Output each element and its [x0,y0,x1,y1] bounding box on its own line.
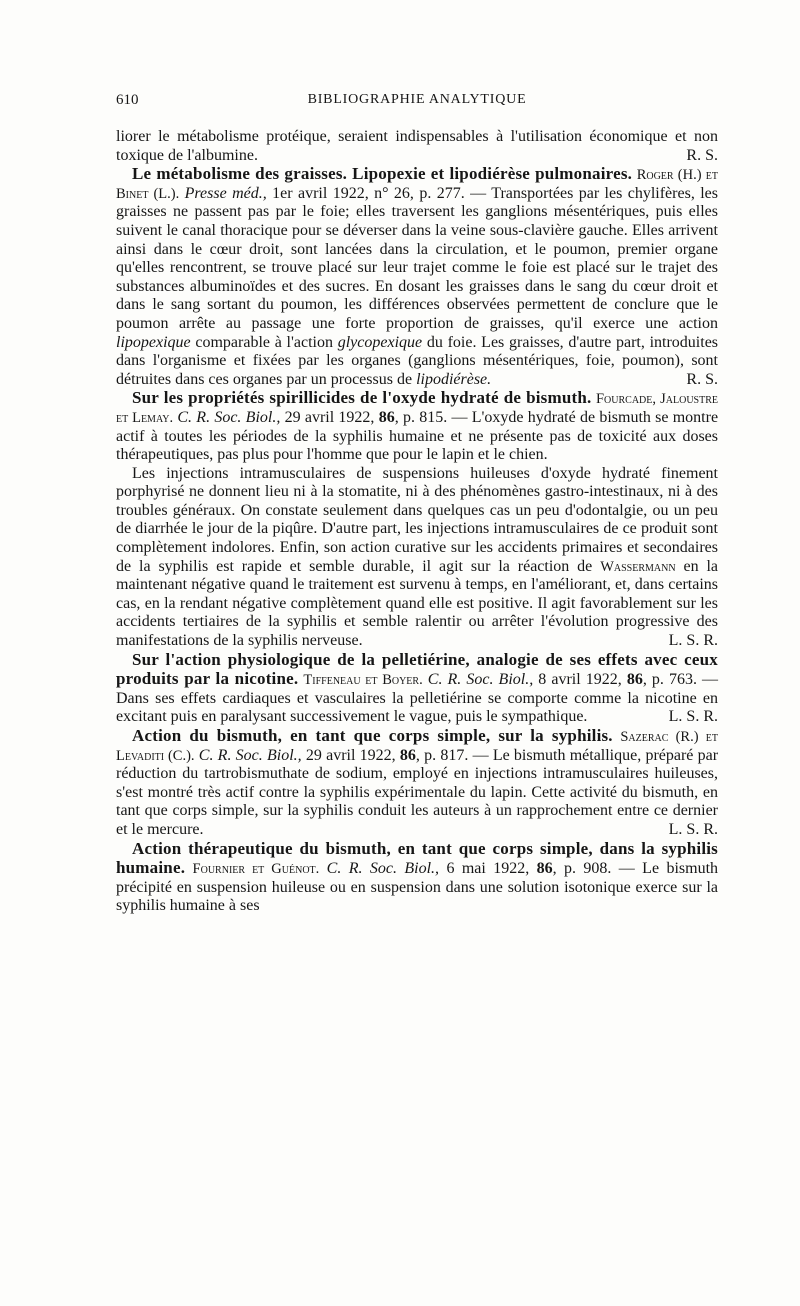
entry-pelletierine [116,651,718,727]
page-body [116,128,718,916]
entry-journal: C. R. Soc. Biol., [177,408,281,426]
entry-text: — Transportées par les chylifères, les graisses ne passent pas par le foie; elles traversent les ganglions mésentériques, puis elles suivent le canal thoracique pour se déverser dans la veine sous-clavière gauche. Elles arrivent ainsi dans le cœur droit, sont lancées dans la circulation, et le poumon, premier organe qu'elles rencontrent, se trouve placé sur leur trajet comme le foie est placé sur le trajet des substances albuminoïdes et des sucres. En dosant les graisses dans le sang du cœur droit et dans le sang sortant du poumon, les différences observées permettent de conclure que le poumon arrête au passage une forte proportion de graisses, qu'il exerce une action [116,184,718,332]
entry-bismuth-therapeutique [116,840,718,916]
entry-authors: Fournier et Guénot. [192,861,320,878]
entry-citation: , p. 908. [552,860,612,878]
entry-text: en la maintenant négative quand le traitement est survenu à temps, en l'améliorant, et, dans certains cas, en la rendant négative complètement quand elle est positive. Il agit favorablement sur les accidents tertiaires de la syphilis et semble ralentir ou arrêter l'évolution progressive des manifestations de la syphilis nerveuse. [116,557,719,650]
entry-text: — L'oxyde hydraté de bismuth se montre actif à toutes les périodes de la syphilis humaine et ne présente pas de toxicité aux doses thérapeutiques, pas plus pour l'homme que pour le lapin et le chien. [116,408,719,464]
entry-journal: Presse méd., [184,184,267,202]
entry-title: Action du bismuth, en tant que corps simple, sur la syphilis. [132,726,613,745]
entry-journal: C. R. Soc. Biol., [198,746,302,764]
entry-title: Sur l'action physiologique de la pelletiérine, analogie de ses effets avec ceux produits par la nicotine. [116,649,718,689]
entry-citation: , p. 763. [642,671,697,689]
entry-volume: 86 [626,671,643,689]
entry-title: Action thérapeutique du bismuth, en tant que corps simple, dans la syphilis humaine. [116,838,718,878]
italic-term: glycopexique [337,333,423,351]
reviewer-initials: R. S. [686,146,718,164]
entry-citation: 29 avril 1922, [305,746,396,764]
person-name: Wassermann [600,558,676,575]
entry-volume: 86 [378,408,395,426]
entry-bismuth-syphilis [116,727,718,840]
reviewer-initials: R. S. [686,370,718,388]
entry-text: — Le bismuth métallique, préparé par réduction du tartrobismuthate de sodium, employé en injections intramusculaires huileuses, s'est montré très actif contre la syphilis expérimentale du lapin. Cette activité du bismuth, en tant que corps simple, sur la syphilis conduit les auteurs à un rapprochement entre ce dernier et le mercure. [116,746,719,838]
entry-text: — Le bismuth précipité en suspension huileuse ou en suspension dans une solution isotonique exerce sur la syphilis humaine à ses [116,860,719,915]
entry-text: du foie. Les graisses, d'autre part, introduites dans l'organisme et fixées par les organes (ganglions mésentériques, foie, poumon), sont détruites dans ces organes par un processus de [116,333,719,388]
entry-paragraph [116,465,718,651]
entry-citation: 1er avril 1922, n° 26, p. 277. [272,184,465,202]
running-title: BIBLIOGRAPHIE ANALYTIQUE [307,92,527,107]
entry-continuation [116,128,718,165]
entry-title: Le métabolisme des graisses. Lipopexie et lipodiérèse pulmonaires. [132,164,633,184]
entry-journal: C. R. Soc. Biol., [326,860,440,878]
entry-volume: 86 [399,746,416,764]
entry-volume: 86 [536,860,553,878]
entry-citation: 8 avril 1922, [538,671,622,689]
entry-text: — Dans ses effets cardiaques et vasculaires la pelletiérine se comporte comme la nicotine en excitant puis en paralysant successivement le vague, puis le sympathique. [116,671,719,726]
entry-authors: Sazerac (R.) et Levaditi (C.). [116,729,718,764]
entry-oxyde-bismuth [116,389,718,464]
entry-citation: , p. 815. [394,408,448,426]
entry-journal: C. R. Soc. Biol., [427,671,534,689]
entry-authors: Tiffeneau et Boyer. [303,672,423,689]
entry-citation: 6 mai 1922, [446,860,530,878]
reviewer-initials: L. S. R. [668,708,718,726]
page-header [116,92,718,114]
reviewer-initials: L. S. R. [668,820,718,838]
entry-text: liorer le métabolisme protéique, seraient indispensables à l'utilisation économique et non toxique de l'albumine. [116,128,718,164]
entry-text: Les injections intramusculaires de suspensions huileuses d'oxyde hydraté finement porphyrisé ne donnent lieu ni à la stomatite, ni à des phénomènes gastro-intestinaux, ni à des troubles généraux. On constate seulement dans quelques cas un peu d'odontalgie, ou un peu de diarrhée le jour de la piqûre. D'autre part, les injections intramusculaires de ce produit sont complètement indolores. Enfin, son action curative sur les accidents primaires et secondaires de la syphilis est rapide et semble durable, il agit sur la réaction de [116,464,718,575]
entry-authors: Fourcade, Jaloustre et Lemay. [116,391,719,426]
entry-text: comparable à l'action [195,333,333,351]
entry-title: Sur les propriétés spirillicides de l'oxyde hydraté de bismuth. [132,388,592,408]
entry-citation: 29 avril 1922, [284,408,375,426]
italic-term: lipodiérèse. [416,370,492,388]
entry-authors: Roger (H.) et Binet (L.). [116,167,718,202]
entry-graisses [116,165,718,389]
page-number: 610 [116,92,139,108]
reviewer-initials: L. S. R. [668,632,718,650]
entry-citation: , p. 817. [415,746,469,764]
italic-term: lipopexique [116,333,191,351]
